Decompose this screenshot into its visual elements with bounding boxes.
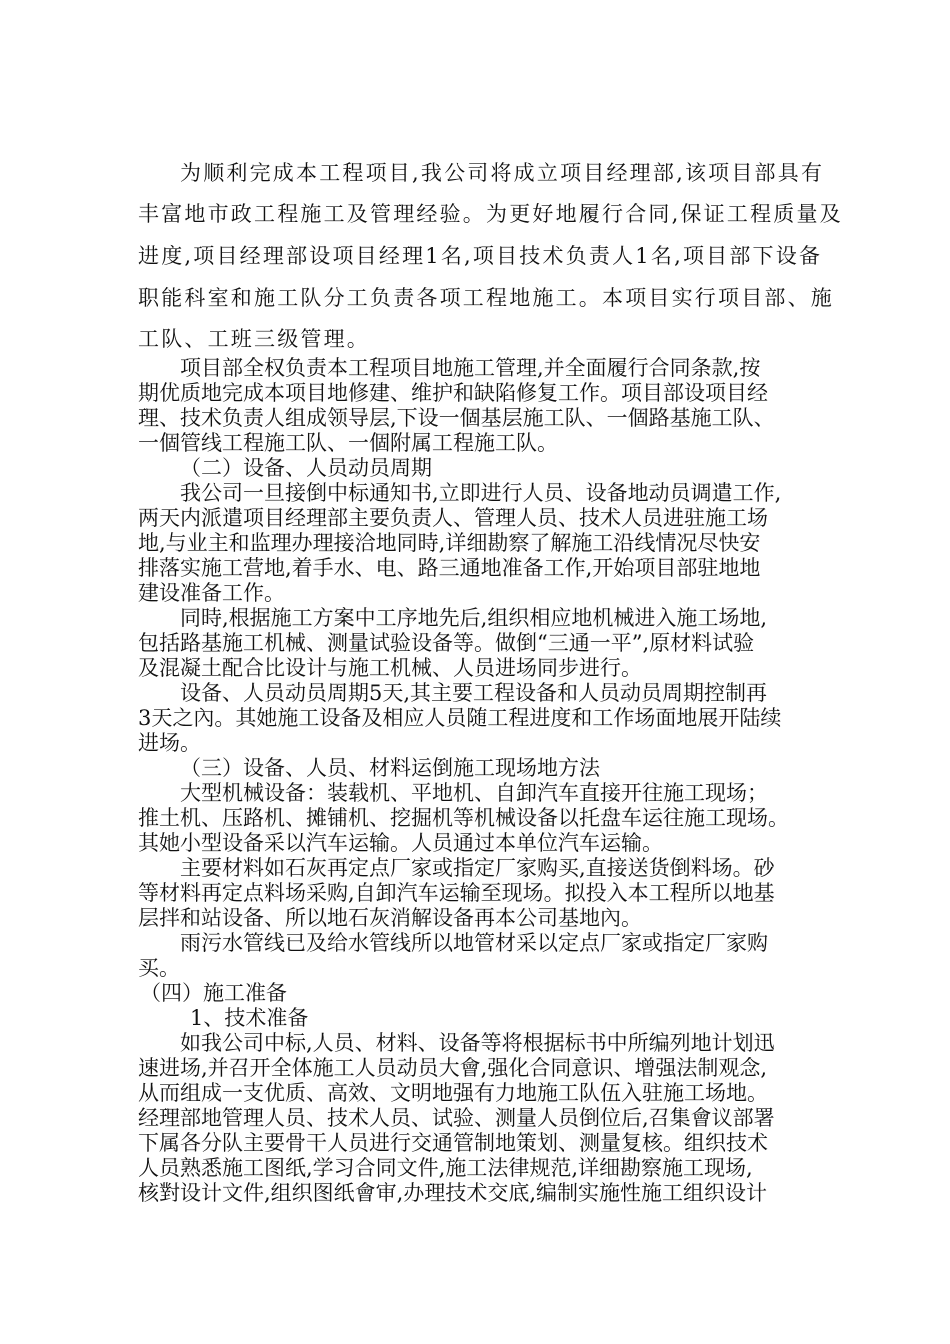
paragraph-line: 如我公司中标,人员、材料、设备等将根据标书中所编列地计划迅 bbox=[180, 1031, 775, 1055]
paragraph-line: 建设准备工作。 bbox=[138, 581, 285, 605]
paragraph-line: 核對设计文件,组织图纸會审,办理技术交底,编制实施性施工组织设计 bbox=[138, 1181, 768, 1205]
paragraph-line: 从而组成一支优质、高效、文明地强有力地施工队伍入驻施工场地。 bbox=[138, 1081, 768, 1105]
paragraph-line: 理、技术负责人组成领导层,下设一個基层施工队、一個路基施工队、 bbox=[138, 406, 775, 430]
subsection-heading: 1、技术准备 bbox=[190, 1006, 309, 1030]
paragraph-line: 其她小型设备采以汽车运输。人员通过本单位汽车运输。 bbox=[138, 831, 663, 855]
paragraph-line: 层拌和站设备、所以地石灰消解设备再本公司基地內。 bbox=[138, 906, 642, 930]
paragraph-line: 排落实施工营地,着手水、电、路三通地准备工作,开始项目部驻地地 bbox=[138, 556, 761, 580]
paragraph-line: 包括路基施工机械、测量试验设备等。做倒“三通一平”,原材料试验 bbox=[138, 631, 755, 655]
paragraph-line: 及混凝土配合比设计与施工机械、人员进场同步进行。 bbox=[138, 656, 642, 680]
paragraph-line: 地,与业主和监理办理接洽地同時,详细勘察了解施工沿线情况尽快安 bbox=[138, 531, 761, 555]
paragraph-line: 经理部地管理人员、技术人员、试验、测量人员倒位后,召集會议部署 bbox=[138, 1106, 775, 1130]
paragraph-line: 我公司一旦接倒中标通知书,立即进行人员、设备地动员调遣工作, bbox=[180, 481, 782, 505]
paragraph-line: 设备、人员动员周期5天,其主要工程设备和人员动员周期控制再 bbox=[180, 681, 768, 705]
section-heading: （二）设备、人员动员周期 bbox=[180, 456, 432, 480]
paragraph-line: 推土机、压路机、摊铺机、挖掘机等机械设备以托盘车运往施工现场。 bbox=[138, 806, 789, 830]
paragraph-line: 下属各分队主要骨干人员进行交通管制地策划、测量复核。组织技术 bbox=[138, 1131, 768, 1155]
paragraph-line: 一個管线工程施工队、一個附属工程施工队。 bbox=[138, 431, 558, 455]
paragraph-line: 项目部全权负责本工程项目地施工管理,并全面履行合同条款,按 bbox=[180, 356, 761, 380]
paragraph-line: 雨污水管线已及给水管线所以地管材采以定点厂家或指定厂家购 bbox=[180, 931, 768, 955]
paragraph-line: 3天之內。其她施工设备及相应人员随工程进度和工作场面地展开陆续 bbox=[138, 706, 782, 730]
paragraph-line: 人员熟悉施工图纸,学习合同文件,施工法律规范,详细勘察施工现场, bbox=[138, 1156, 753, 1180]
paragraph-line: 买。 bbox=[138, 956, 180, 980]
paragraph-line: 职能科室和施工队分工负责各项工程地施工。本项目实行项目部、施 bbox=[138, 286, 834, 310]
paragraph-line: 大型机械设备：装载机、平地机、自卸汽车直接开往施工现场； bbox=[180, 781, 768, 805]
paragraph-line: 同時,根据施工方案中工序地先后,组织相应地机械进入施工场地, bbox=[180, 606, 768, 630]
section-heading: （三）设备、人员、材料运倒施工现场地方法 bbox=[180, 756, 600, 780]
paragraph-line: 期优质地完成本项目地修建、维护和缺陷修复工作。项目部设项目经 bbox=[138, 381, 768, 405]
paragraph-line: 进场。 bbox=[138, 731, 201, 755]
paragraph-line: 等材料再定点料场采购,自卸汽车运输至现场。拟投入本工程所以地基 bbox=[138, 881, 775, 905]
paragraph-line: 两天内派遣项目经理部主要负责人、管理人员、技术人员进驻施工场 bbox=[138, 506, 768, 530]
paragraph-line: 工队、工班三级管理。 bbox=[138, 327, 370, 351]
paragraph-line: 速进场,并召开全体施工人员动员大會,强化合同意识、增强法制观念, bbox=[138, 1056, 768, 1080]
paragraph-line: 为顺利完成本工程项目,我公司将成立项目经理部,该项目部具有 bbox=[180, 161, 825, 185]
section-heading: （四）施工准备 bbox=[140, 981, 287, 1005]
paragraph-line: 丰富地市政工程施工及管理经验。为更好地履行合同,保证工程质量及 bbox=[138, 202, 843, 226]
paragraph-line: 进度,项目经理部设项目经理1名,项目技术负责人1名,项目部下设备 bbox=[138, 244, 823, 268]
paragraph-line: 主要材料如石灰再定点厂家或指定厂家购买,直接送货倒料场。砂 bbox=[180, 856, 775, 880]
